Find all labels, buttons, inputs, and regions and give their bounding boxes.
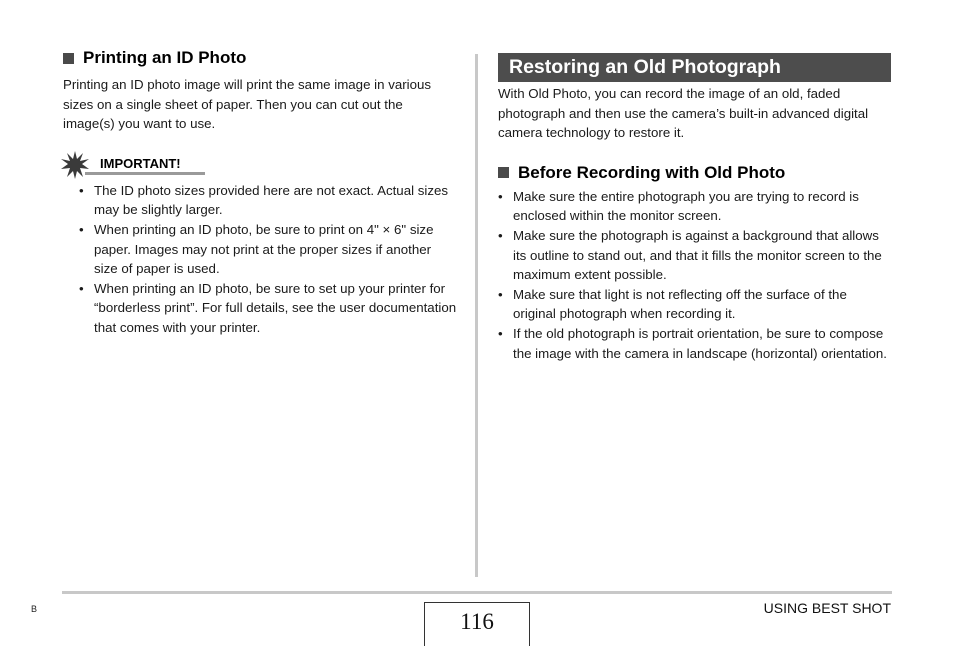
bullet-dot-icon: •: [498, 188, 503, 204]
list-item-text: When printing an ID photo, be sure to set up your printer for “borderless print”. For full details, see the user documentation that comes with your printer.: [94, 280, 457, 335]
column-divider: [475, 54, 478, 577]
list-item-text: Make sure the photograph is against a background that allows its outline to stand out, and that it fills the monitor screen to the maximum extent possible.: [513, 227, 882, 283]
footer-section-name: USING BEST SHOT: [763, 600, 891, 616]
list-item: [498, 187, 891, 226]
footer-rule: [62, 591, 892, 594]
square-bullet-icon: [63, 53, 74, 64]
corner-mark: B: [31, 604, 38, 614]
square-bullet-icon: [498, 167, 509, 178]
section-heading-text: Printing an ID Photo: [83, 48, 247, 67]
bullet-dot-icon: •: [498, 325, 503, 341]
bullet-dot-icon: •: [79, 221, 84, 237]
list-item-text: The ID photo sizes provided here are not exact. Actual sizes may be slightly larger.: [94, 182, 449, 218]
important-callout: [63, 154, 458, 178]
list-item-text: When printing an ID photo, be sure to print on 4" × 6" size paper. Images may not print at the proper sizes if another size of paper is used.: [94, 221, 434, 277]
bullet-dot-icon: •: [498, 227, 503, 243]
list-item: [63, 181, 458, 220]
list-item-text: If the old photograph is portrait orientation, be sure to compose the image with the camera in landscape (horizontal) orientation.: [513, 325, 887, 361]
section-heading-id-photo: [63, 48, 458, 68]
id-photo-intro: Printing an ID photo image will print the same image in various sizes on a single sheet of paper. Then you can cut out the image(s) you want to use.: [63, 77, 432, 132]
important-underline: [85, 172, 205, 175]
old-photo-intro: With Old Photo, you can record the image of an old, faded photograph and then use the camera’s built-in advanced digital camera technology to restore it.: [498, 86, 869, 141]
section-heading-text: Before Recording with Old Photo: [518, 162, 786, 182]
bullet-dot-icon: •: [498, 286, 503, 302]
left-column: [63, 48, 458, 338]
section-heading-before-recording: [498, 163, 891, 183]
list-item-text: Make sure the entire photograph you are trying to record is enclosed within the monitor screen.: [513, 188, 859, 224]
important-label: IMPORTANT!: [100, 155, 181, 171]
list-item-text: Make sure that light is not reflecting off the surface of the original photograph when recording it.: [513, 286, 847, 322]
list-item: [498, 285, 891, 324]
page-title: Restoring an Old Photograph: [498, 53, 891, 82]
right-column: [498, 53, 891, 363]
list-item: [63, 279, 458, 338]
list-item: [498, 324, 891, 363]
important-list: [63, 181, 458, 338]
page-number: 116: [424, 602, 530, 646]
list-item: [63, 220, 458, 279]
bullet-dot-icon: •: [79, 182, 84, 198]
list-item: [498, 226, 891, 285]
bullet-dot-icon: •: [79, 280, 84, 296]
recording-tips-list: [498, 187, 891, 363]
